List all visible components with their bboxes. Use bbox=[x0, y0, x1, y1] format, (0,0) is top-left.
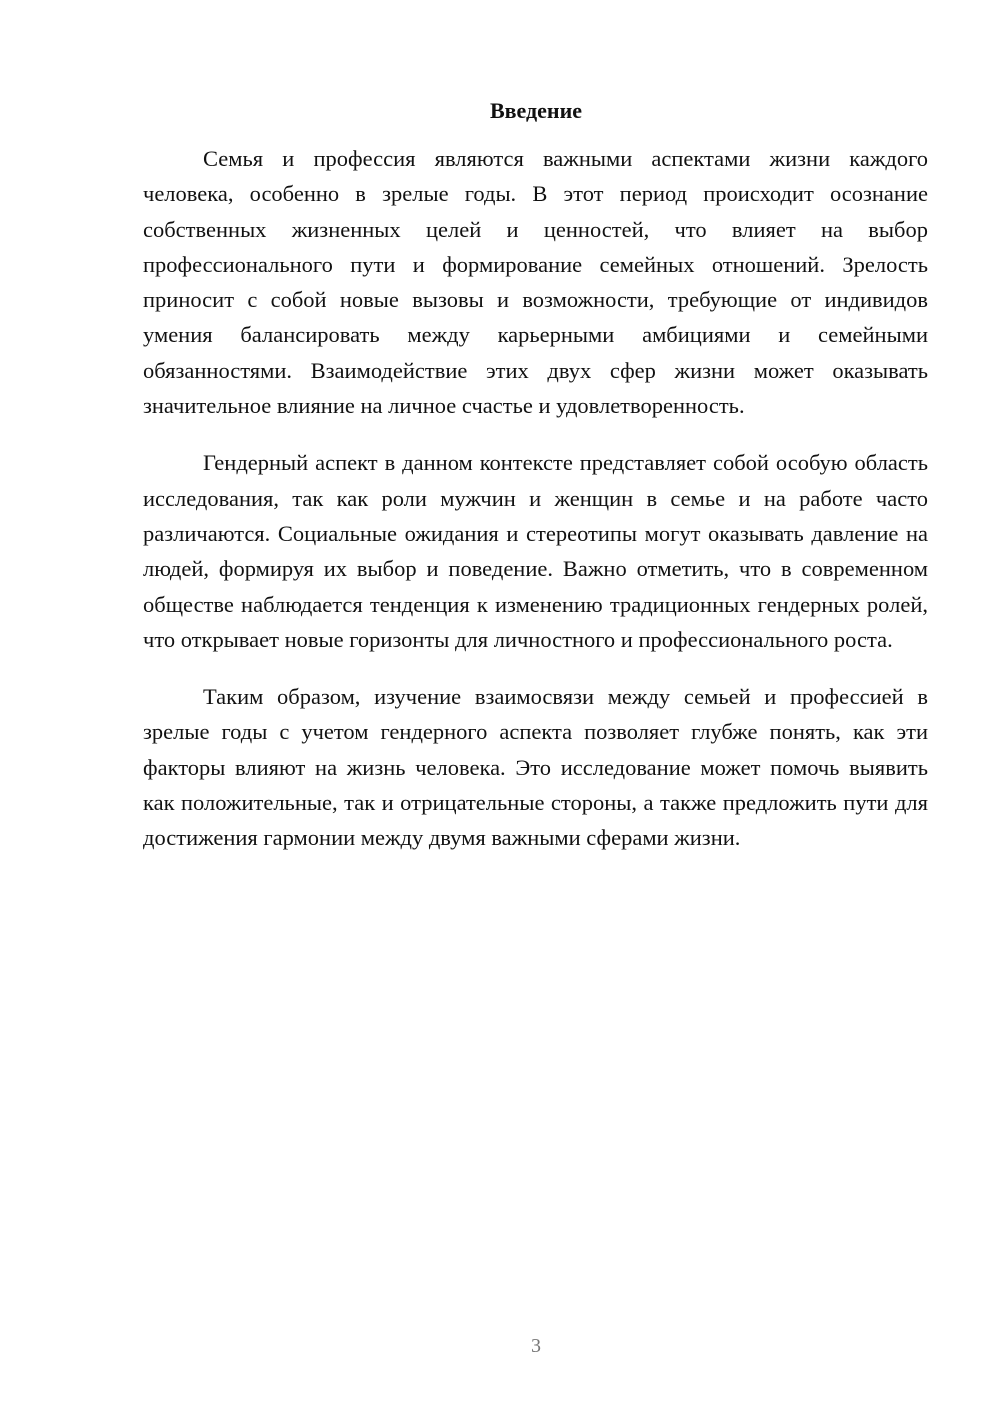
section-heading bbox=[0, 96, 1000, 126]
page-number: 3 bbox=[531, 1335, 541, 1357]
paragraph-3: Таким образом, изучение взаимосвязи между семьей и профессией в зрелые годы с учетом гендерного аспекта позволяет глубже понять, как эти факторы влияют на жизнь человека. Это исследование может помочь выявить как положительные, так и отрицательные стороны, а также предложить пути для достижения гармонии между двумя важными сферами жизни. bbox=[143, 684, 928, 851]
paragraph-1: Семья и профессия являются важными аспектами жизни каждого человека, особенно в зрелые годы. В этот период происходит осознание собственных жизненных целей и ценностей, что влияет на выбор профессионального пути и формирование семейных отношений. Зрелость приносит с собой новые вызовы и возможности, требующие от индивидов умения балансировать между карьерными амбициями и семейными обязанностями. Взаимодействие этих двух сфер жизни может оказывать значительное влияние на личное счастье и удовлетворенность. bbox=[143, 146, 928, 419]
section-heading-text: Введение bbox=[489, 98, 583, 123]
paragraph-2: Гендерный аспект в данном контексте представляет собой особую область исследования, так как роли мужчин и женщин в семье и на работе часто различаются. Социальные ожидания и стереотипы могут оказывать давление на людей, формируя их выбор и поведение. Важно отметить, что в современном обществе наблюдается тенденция к изменению традиционных гендерных ролей, что открывает новые горизонты для личностного и профессионального роста. bbox=[143, 450, 928, 652]
document-body bbox=[143, 141, 928, 878]
